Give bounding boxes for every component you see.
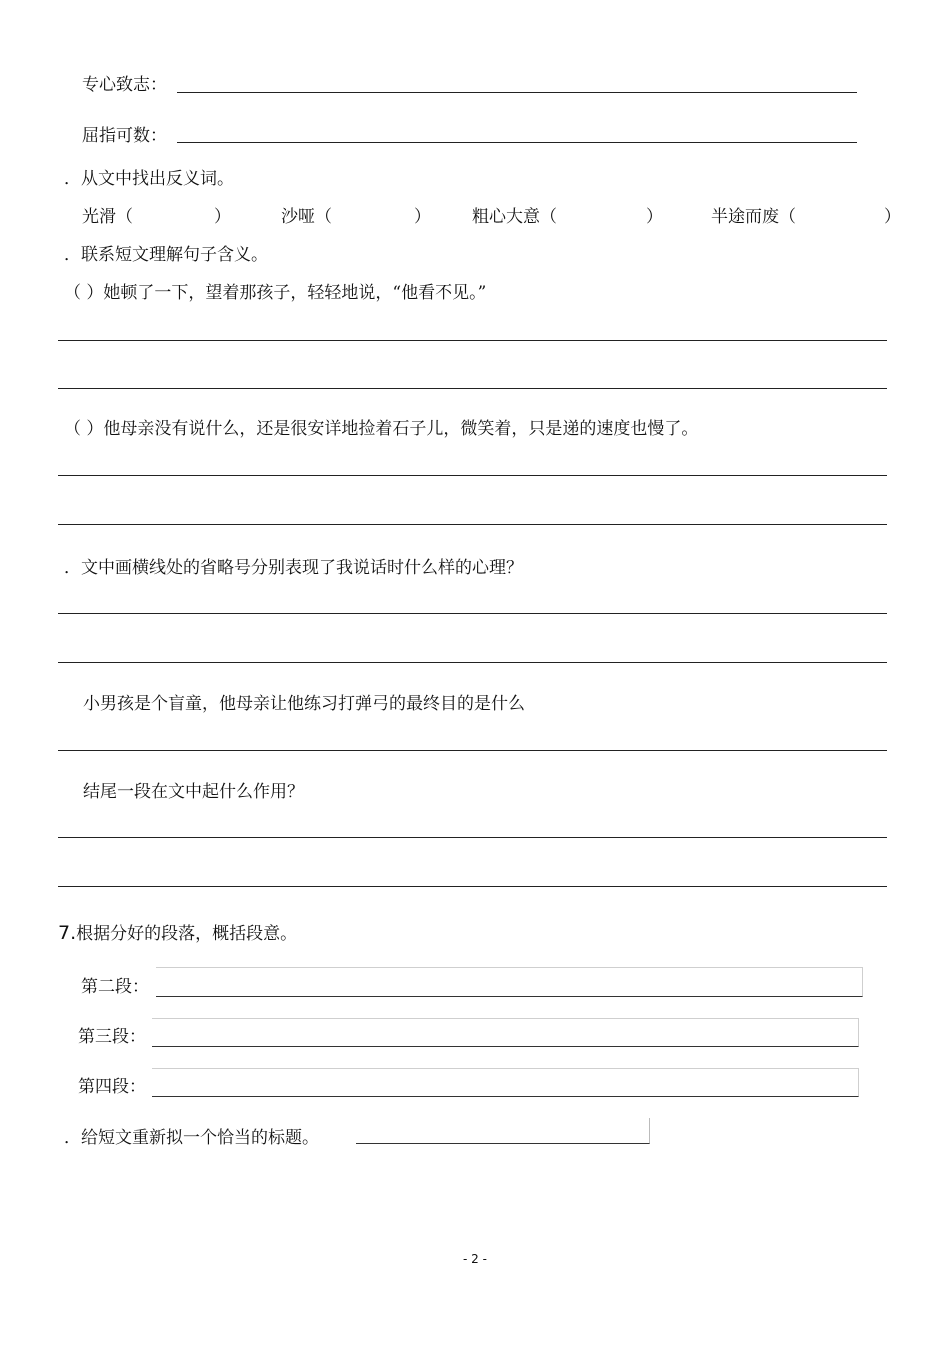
answer-line[interactable]: [58, 340, 887, 341]
answer-line[interactable]: [58, 524, 887, 525]
question-number: 7.: [58, 922, 77, 944]
para-2-label: 第二段：: [81, 977, 149, 997]
question-purpose: 小男孩是个盲童，他母亲让他练习打弹弓的最终目的是什么: [83, 694, 525, 714]
answer-line[interactable]: [58, 886, 887, 887]
sentence-1: （ ）她顿了一下，望着那孩子，轻轻地说，“他看不见。”: [64, 283, 487, 303]
antonym-word: 沙哑（: [281, 207, 332, 227]
antonym-close: ）: [646, 207, 663, 227]
idiom-label-2: 屈指可数：: [82, 126, 167, 146]
answer-line[interactable]: [177, 142, 857, 143]
answer-line[interactable]: [58, 388, 887, 389]
para-3-label: 第三段：: [78, 1027, 146, 1047]
question-ending: 结尾一段在文中起什么作用？: [83, 782, 304, 802]
answer-line[interactable]: [177, 92, 857, 93]
answer-line[interactable]: [58, 613, 887, 614]
question-antonyms: ．从文中找出反义词。: [64, 169, 234, 189]
antonym-word: 半途而废（: [711, 207, 796, 227]
antonym-word: 粗心大意（: [472, 207, 557, 227]
para-3-input[interactable]: [152, 1018, 859, 1047]
answer-line[interactable]: [58, 475, 887, 476]
title-input[interactable]: [356, 1118, 650, 1144]
antonym-close: ）: [884, 207, 901, 227]
idiom-label-1: 专心致志：: [82, 75, 167, 95]
antonym-word: 光滑（: [82, 207, 133, 227]
page-number: - 2 -: [463, 1252, 487, 1266]
answer-line[interactable]: [58, 662, 887, 663]
antonym-close: ）: [414, 207, 431, 227]
sentence-2: （ ）他母亲没有说什么，还是很安详地捡着石子儿，微笑着，只是递的速度也慢了。: [64, 419, 699, 439]
answer-line[interactable]: [58, 837, 887, 838]
antonym-close: ）: [214, 207, 231, 227]
question-7: [58, 919, 297, 944]
para-4-label: 第四段：: [78, 1077, 146, 1097]
para-4-input[interactable]: [152, 1068, 859, 1097]
question-title: ．给短文重新拟一个恰当的标题。: [64, 1128, 319, 1148]
question-7-prompt: 根据分好的段落，概括段意。: [76, 924, 298, 944]
question-sentences: ．联系短文理解句子含义。: [64, 245, 268, 265]
para-2-input[interactable]: [156, 967, 863, 997]
question-ellipsis: ．文中画横线处的省略号分别表现了我说话时什么样的心理？: [64, 558, 523, 578]
answer-line[interactable]: [58, 750, 887, 751]
